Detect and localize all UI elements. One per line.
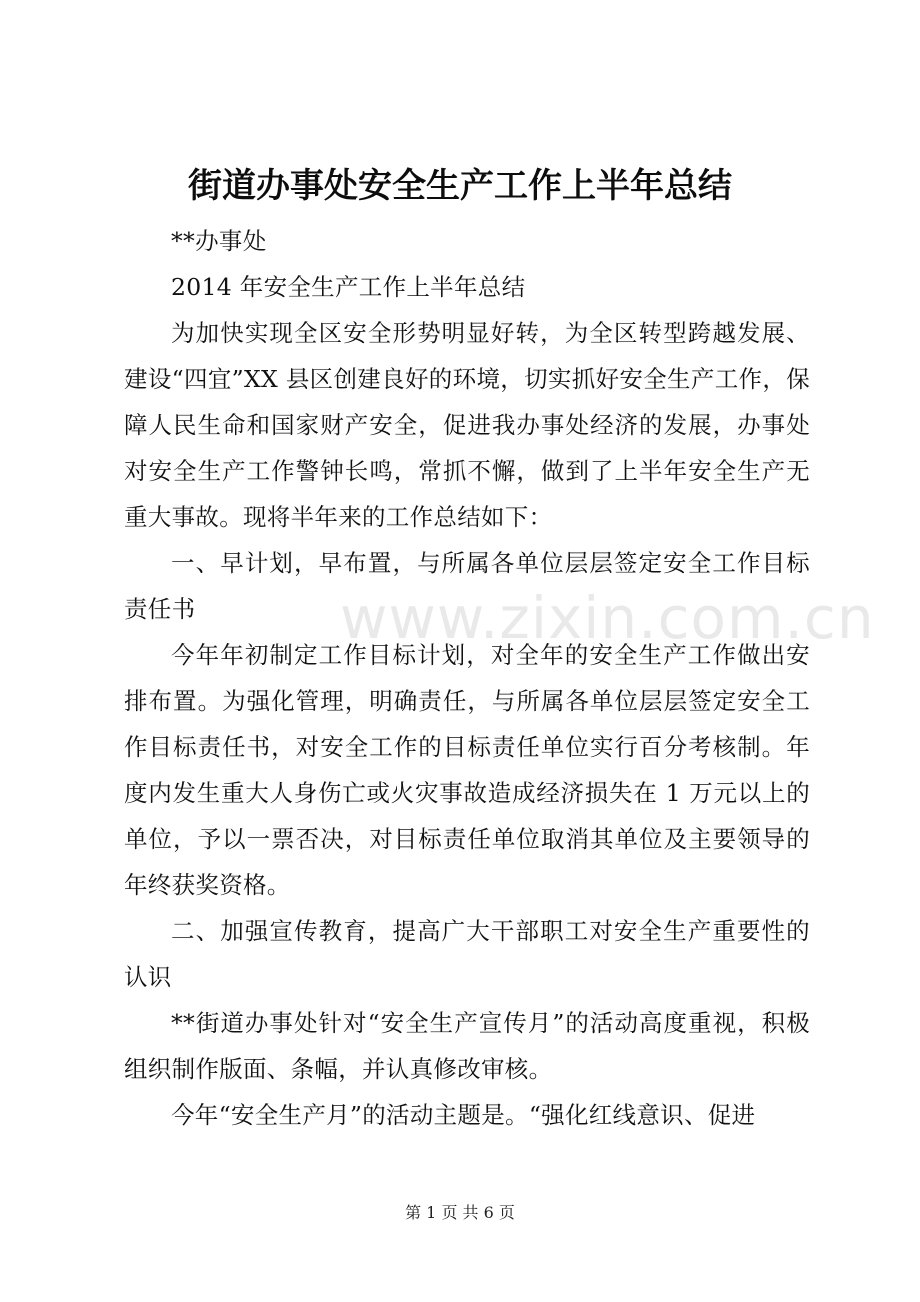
paragraph-section-1: 今年年初制定工作目标计划，对全年的安全生产工作做出安排布置。为强化管理，明确责任，与所属各单位层层签定安全工作目标责任书，对安全工作的目标责任单位实行百分考核制。年度内发生重大人身伤亡或火灾事故造成经济损失在 1 万元以上的单位，予以一票否决，对目标责任单位取消其单位及主要领导的年终获奖资格。 [124,641,810,899]
document-title: 街道办事处安全生产工作上半年总结 [188,166,732,206]
section-heading-2: 二、加强宣传教育，提高广大干部职工对安全生产重要性的认识 [124,917,810,991]
page-footer: 第 1 页 共 6 页 [405,1203,515,1222]
document-body [124,218,810,1138]
paragraph-section-2b: 今年“安全生产月”的活动主题是。“强化红线意识、促进 [171,1101,756,1129]
paragraph-subtitle: 2014 年安全生产工作上半年总结 [171,273,526,301]
section-heading-1: 一、早计划，早布置，与所属各单位层层签定安全工作目标责任书 [124,549,810,623]
watermark: www.zixin.com.cn [340,584,875,652]
paragraph-office-name: **办事处 [171,227,267,255]
paragraph-intro: 为加快实现全区安全形势明显好转，为全区转型跨越发展、建设“四宜”XX 县区创建良好的环境，切实抓好安全生产工作，保障人民生命和国家财产安全，促进我办事处经济的发展，办事处对安全生产工作警钟长鸣，常抓不懈，做到了上半年安全生产无重大事故。现将半年来的工作总结如下： [124,319,810,531]
paragraph-section-2a: **街道办事处针对“安全生产宣传月”的活动高度重视，积极组织制作版面、条幅，并认真修改审核。 [124,1009,810,1083]
